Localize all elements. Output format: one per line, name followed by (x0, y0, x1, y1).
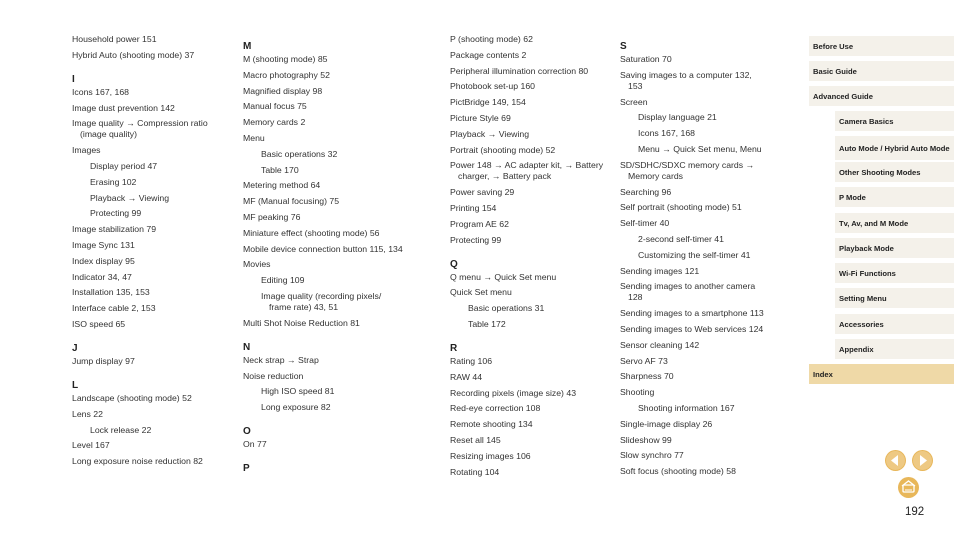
index-entry[interactable]: SD/SDHC/SDXC memory cards → Memory cards (620, 159, 755, 181)
index-subentry[interactable]: Customizing the self-timer 41 (638, 249, 751, 260)
index-entry[interactable]: Searching 96 (620, 186, 672, 197)
sidebar-item-label: Camera Basics (839, 116, 894, 126)
sidebar-item-auto-mode-hybrid-auto-mode[interactable] (835, 136, 954, 160)
index-entry[interactable]: Image Sync 131 (72, 239, 135, 250)
index-entry[interactable]: Power saving 29 (450, 187, 515, 198)
index-entry[interactable]: Red-eye correction 108 (450, 403, 541, 414)
sidebar-item-tv-av-and-m-mode[interactable] (835, 213, 954, 233)
index-entry[interactable]: Icons 167, 168 (72, 86, 129, 97)
index-entry[interactable]: Image stabilization 79 (72, 224, 157, 235)
sidebar-item-index[interactable] (809, 364, 954, 384)
index-entry[interactable]: Movies (243, 259, 271, 270)
index-entry[interactable]: Images (72, 145, 101, 156)
index-column-2 (243, 34, 403, 476)
index-subentry[interactable]: Long exposure 82 (261, 402, 331, 413)
sidebar-item-before-use[interactable] (809, 36, 954, 56)
sidebar-item-label: Index (813, 369, 833, 379)
index-entry[interactable]: Picture Style 69 (450, 112, 511, 123)
index-entry[interactable]: M (shooting mode) 85 (243, 54, 328, 64)
sidebar-item-label: Other Shooting Modes (839, 167, 921, 177)
index-entry[interactable]: Portrait (shooting mode) 52 (450, 144, 556, 155)
index-section-letter: N (243, 341, 251, 353)
home-icon (898, 477, 919, 498)
index-entry[interactable]: Recording pixels (image size) 43 (450, 387, 577, 398)
index-entry[interactable]: Rating 106 (450, 355, 493, 366)
index-entry[interactable]: Image dust prevention 142 (72, 102, 175, 113)
index-subentry[interactable]: Shooting information 167 (638, 402, 735, 413)
index-subentry[interactable]: Display period 47 (90, 160, 158, 171)
index-subentry[interactable]: High ISO speed 81 (261, 386, 335, 397)
index-entry[interactable]: Manual focus 75 (243, 101, 307, 112)
sidebar-item-label: Appendix (839, 344, 874, 354)
sidebar-item-camera-basics[interactable] (835, 111, 954, 131)
index-subentry[interactable]: Erasing 102 (90, 176, 137, 187)
index-section-letter: I (72, 73, 75, 85)
sidebar-item-label: P Mode (839, 192, 866, 202)
index-entry[interactable]: Soft focus (shooting mode) 58 (620, 466, 736, 477)
index-entry[interactable]: Program AE 62 (450, 218, 509, 229)
index-entry[interactable]: Protecting 99 (450, 234, 502, 245)
right-arrow-icon (912, 450, 933, 471)
index-entry[interactable]: Sending images to another camera 128 (620, 281, 756, 303)
index-section-letter: Q (450, 258, 458, 270)
sidebar-item-label: Basic Guide (813, 66, 857, 76)
index-entry[interactable]: Saving images to a computer 132, 153 (620, 69, 752, 91)
index-entry[interactable]: Printing 154 (450, 202, 497, 213)
page-number: 192 (905, 506, 925, 518)
index-subentry[interactable]: Basic operations 32 (261, 148, 338, 159)
index-entry[interactable]: On 77 (243, 439, 267, 450)
index-entry[interactable]: Noise reduction (243, 370, 304, 381)
index-entry[interactable]: Multi Shot Noise Reduction 81 (243, 317, 360, 328)
index-entry[interactable]: Power 148 → AC adapter kit, → Battery charger, → Battery pack (450, 160, 604, 182)
sidebar-item-label: Accessories (839, 319, 884, 329)
index-section-letter: P (243, 463, 250, 475)
index-entry[interactable]: Single-image display 26 (620, 418, 713, 429)
index-subentry[interactable]: 2-second self-timer 41 (638, 233, 724, 244)
index-entry[interactable]: Photobook set-up 160 (450, 81, 536, 92)
index-subentry[interactable]: Display language 21 (638, 112, 717, 123)
sidebar-item-label: Before Use (813, 41, 854, 51)
sidebar-item-label: Playback Mode (839, 243, 894, 253)
index-section-letter: R (450, 342, 458, 354)
index-subentry[interactable]: Table 172 (468, 318, 506, 329)
sidebar-item-other-shooting-modes[interactable] (835, 162, 954, 182)
sidebar-item-advanced-guide[interactable] (809, 86, 954, 106)
index-section-letter: J (72, 342, 78, 354)
index-entry[interactable]: Servo AF 73 (620, 355, 668, 366)
sidebar-item-setting-menu[interactable] (835, 288, 954, 308)
left-arrow-icon (885, 450, 906, 471)
index-entry[interactable]: Household power 151 (72, 34, 157, 44)
index-entry[interactable]: Hybrid Auto (shooting mode) 37 (72, 49, 195, 60)
index-subentry[interactable]: Basic operations 31 (468, 303, 545, 314)
index-entry[interactable]: Q menu → Quick Set menu (450, 271, 557, 282)
index-entry[interactable]: Neck strap → Strap (243, 354, 319, 365)
index-entry[interactable]: Sending images to a smartphone 113 (620, 308, 764, 319)
index-entry[interactable]: Memory cards 2 (243, 117, 306, 128)
index-entry[interactable]: Saturation 70 (620, 54, 672, 64)
index-entry[interactable]: MF peaking 76 (243, 211, 301, 222)
previous-page-button[interactable] (885, 450, 906, 471)
index-entry[interactable]: Remote shooting 134 (450, 419, 533, 430)
index-entry[interactable]: Jump display 97 (72, 355, 135, 366)
index-entry[interactable]: Mobile device connection button 115, 134 (243, 243, 403, 254)
index-entry[interactable]: ISO speed 65 (72, 318, 126, 329)
home-button[interactable] (898, 477, 919, 498)
index-entry[interactable]: Menu (243, 132, 265, 143)
index-entry[interactable]: Rotating 104 (450, 466, 500, 477)
index-section-letter: L (72, 379, 79, 391)
index-subentry[interactable]: Menu → Quick Set menu, Menu (638, 143, 762, 154)
index-entry[interactable]: P (shooting mode) 62 (450, 34, 533, 44)
sidebar-item-appendix[interactable] (835, 339, 954, 359)
index-entry[interactable]: Quick Set menu (450, 287, 512, 298)
sidebar-item-playback-mode[interactable] (835, 238, 954, 258)
index-entry[interactable]: Sending images to Web services 124 (620, 323, 764, 334)
index-entry[interactable]: PictBridge 149, 154 (450, 97, 526, 108)
index-entry[interactable]: Level 167 (72, 440, 110, 451)
sidebar-item-label: Setting Menu (839, 293, 887, 303)
sidebar-item-label: Wi-Fi Functions (839, 268, 896, 278)
index-entry[interactable]: Slow synchro 77 (620, 450, 684, 461)
index-entry[interactable]: Playback → Viewing (450, 128, 530, 139)
sidebar-item-p-mode[interactable] (835, 187, 954, 207)
index-entry[interactable]: Sharpness 70 (620, 371, 674, 382)
index-entry[interactable]: Sending images 121 (620, 265, 700, 276)
sidebar-item-basic-guide[interactable] (809, 61, 954, 81)
sidebar-item-label: Advanced Guide (813, 91, 873, 101)
index-section-letter: M (243, 41, 252, 52)
next-page-button[interactable] (912, 450, 933, 471)
sidebar-item-wi-fi-functions[interactable] (835, 263, 954, 283)
index-entry[interactable]: Shooting (620, 387, 655, 398)
index-entry[interactable]: Index display 95 (72, 255, 135, 266)
index-entry[interactable]: Self portrait (shooting mode) 51 (620, 202, 742, 213)
sidebar-item-accessories[interactable] (835, 314, 954, 334)
index-entry[interactable]: Macro photography 52 (243, 69, 330, 80)
index-subentry[interactable]: Icons 167, 168 (638, 128, 695, 139)
index-subentry[interactable]: Lock release 22 (90, 424, 152, 435)
index-subentry[interactable]: Table 170 (261, 164, 299, 175)
index-entry[interactable]: RAW 44 (450, 371, 483, 382)
index-entry[interactable]: Indicator 34, 47 (72, 271, 132, 282)
index-entry[interactable]: Screen (620, 96, 648, 107)
index-entry[interactable]: Sensor cleaning 142 (620, 339, 700, 350)
index-entry[interactable]: Installation 135, 153 (72, 287, 150, 298)
index-section-letter: S (620, 41, 627, 52)
index-entry[interactable]: Reset all 145 (450, 434, 501, 445)
index-entry[interactable]: Landscape (shooting mode) 52 (72, 392, 192, 403)
sidebar-item-label: Auto Mode / Hybrid Auto Mode (839, 143, 950, 153)
index-entry[interactable]: Self-timer 40 (620, 218, 670, 229)
index-column-3 (450, 34, 610, 482)
index-section-letter: O (243, 426, 251, 438)
index-entry[interactable]: Magnified display 98 (243, 85, 323, 96)
index-entry[interactable]: Miniature effect (shooting mode) 56 (243, 227, 380, 238)
index-entry[interactable]: Resizing images 106 (450, 450, 531, 461)
index-column-1 (72, 34, 232, 472)
index-entry[interactable]: Lens 22 (72, 408, 103, 419)
index-entry[interactable]: Package contents 2 (450, 49, 527, 60)
index-column-4 (620, 34, 768, 482)
index-entry[interactable]: Slideshow 99 (620, 434, 672, 445)
index-subentry[interactable]: Protecting 99 (90, 208, 142, 219)
index-entry[interactable]: Metering method 64 (243, 180, 321, 191)
index-entry[interactable]: Interface cable 2, 153 (72, 303, 156, 314)
index-subentry[interactable]: Image quality (recording pixels/ frame rate) 43, 51 (261, 290, 382, 312)
index-entry[interactable]: MF (Manual focusing) 75 (243, 196, 340, 207)
index-entry[interactable]: Image quality → Compression ratio (image quality) (72, 118, 208, 140)
index-subentry[interactable]: Editing 109 (261, 275, 305, 286)
index-subentry[interactable]: Playback → Viewing (90, 192, 170, 203)
index-entry[interactable]: Long exposure noise reduction 82 (72, 456, 203, 467)
sidebar-item-label: Tv, Av, and M Mode (839, 218, 909, 228)
index-entry[interactable]: Peripheral illumination correction 80 (450, 65, 589, 76)
